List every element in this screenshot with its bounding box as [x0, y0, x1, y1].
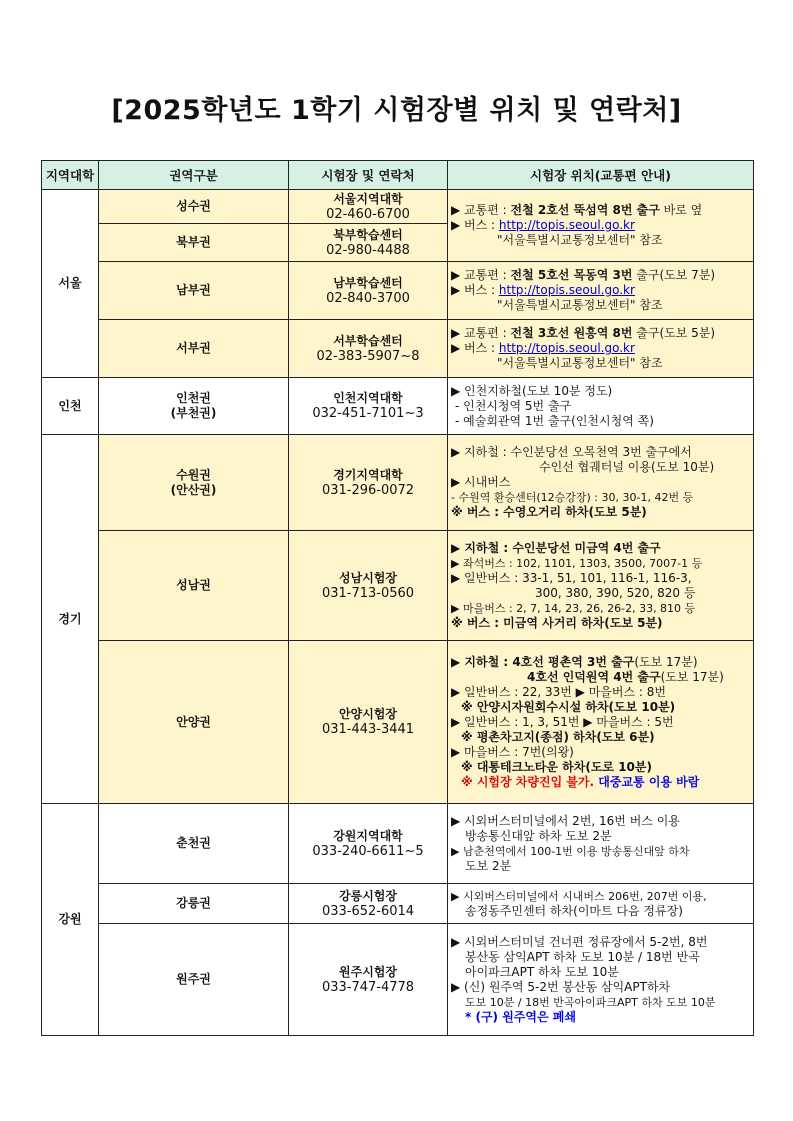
- directions-cell: [448, 262, 754, 320]
- center-cell: [289, 190, 448, 224]
- header-directions: 시험장 위치(교통편 안내): [448, 161, 754, 190]
- directions-cell: [448, 320, 754, 378]
- notice-text: 대중교통 이용 바람: [594, 774, 700, 789]
- center-name: 경기지역대학: [333, 467, 403, 482]
- zone-cell: 성수권: [99, 190, 289, 224]
- direction-line: 송정동주민센터 하차(이마트 다음 정류장): [465, 903, 683, 918]
- center-cell: [289, 435, 448, 531]
- direction-line: ▶ 일반버스 : 22, 33번 ▶ 마을버스 : 8번: [451, 684, 666, 699]
- direction-line: ▶ 시외버스터미널에서 2번, 16번 버스 이용: [451, 813, 680, 828]
- direction-line: ▶ 교통편 : 전철 3호선 원흥역 8번 출구(도보 5분): [451, 326, 716, 340]
- center-cell: [289, 224, 448, 262]
- region-seoul: 서울: [42, 190, 99, 378]
- center-phone: 02-840-3700: [326, 290, 410, 306]
- center-name: 성남시험장: [339, 570, 397, 585]
- direction-line: ▶ 버스 : http://topis.seoul.go.kr: [451, 283, 635, 297]
- direction-line: 수인선 협궤터널 이용(도보 10분): [539, 460, 715, 474]
- direction-line: ▶ 지하철 : 수인분당선 미금역 4번 출구: [451, 540, 661, 555]
- direction-line: ▶ 시외버스터미널에서 시내버스 206번, 207번 이용,: [451, 889, 707, 903]
- zone-cell: 인천권 (부천권): [99, 378, 289, 435]
- direction-line: 4호선 인덕원역 4번 출구(도보 17분): [527, 669, 724, 684]
- center-cell: [289, 320, 448, 378]
- direction-line: ▶ 남춘천역에서 100-1번 이용 방송통신대앞 하차: [451, 844, 690, 858]
- zone-cell: 성남권: [99, 531, 289, 641]
- directions-cell: [448, 190, 754, 262]
- directions-cell: [448, 804, 754, 884]
- direction-line: ▶ 버스 : http://topis.seoul.go.kr: [451, 218, 635, 232]
- direction-line: - 인천시청역 5번 출구: [455, 398, 572, 413]
- direction-line: ▶ 인천지하철(도보 10분 정도): [451, 383, 613, 398]
- direction-line: "서울특별시교통정보센터" 참조: [497, 298, 663, 312]
- center-cell: [289, 531, 448, 641]
- topis-link[interactable]: http://topis.seoul.go.kr: [498, 341, 635, 355]
- direction-line: ※ 대통테크노타운 하차(도로 10분): [461, 759, 652, 774]
- table-row: [42, 378, 754, 435]
- center-name: 강릉시험장: [339, 888, 397, 903]
- table-row: [42, 804, 754, 884]
- zone-cell: 남부권: [99, 262, 289, 320]
- center-phone: 033-240-6611~5: [312, 843, 424, 859]
- direction-line: - 예술회관역 1번 출구(인천시청역 쪽): [455, 413, 654, 428]
- direction-line: "서울특별시교통정보센터" 참조: [497, 233, 663, 247]
- zone-cell: 원주권: [99, 924, 289, 1036]
- direction-line: ※ 평촌차고지(종점) 하차(도보 6분): [461, 729, 655, 744]
- header-zone: 권역구분: [99, 161, 289, 190]
- center-phone: 02-383-5907~8: [316, 348, 420, 364]
- direction-line: ▶ 지하철 : 수인분당선 오목천역 3번 출구에서: [451, 445, 692, 459]
- region-gangwon: 강원: [42, 804, 99, 1036]
- zone-cell: 강릉권: [99, 884, 289, 924]
- direction-line: 도보 10분 / 18번 반곡아이파크APT 하차 도보 10분: [465, 995, 716, 1009]
- center-name: 원주시험장: [339, 964, 397, 979]
- center-name: 안양시험장: [339, 707, 397, 721]
- direction-line: ▶ 지하철 : 4호선 평촌역 3번 출구(도보 17분): [451, 654, 698, 669]
- zone-cell: 안양권: [99, 641, 289, 804]
- table-row: [42, 641, 754, 804]
- table-row: [42, 435, 754, 531]
- zone-cell: 수원권 (안산권): [99, 435, 289, 531]
- center-cell: [289, 884, 448, 924]
- center-cell: [289, 641, 448, 804]
- topis-link[interactable]: http://topis.seoul.go.kr: [498, 218, 635, 232]
- center-phone: 02-980-4488: [326, 242, 410, 258]
- center-name: 서부학습센터: [333, 333, 403, 348]
- direction-line: 방송통신대앞 하차 도보 2분: [465, 828, 612, 843]
- page-title: [2025학년도 1학기 시험장별 위치 및 연락처]: [111, 95, 682, 126]
- direction-line: ▶ 버스 : http://topis.seoul.go.kr: [451, 341, 635, 355]
- direction-line: ▶ 시외버스터미널 건너편 정류장에서 5-2번, 8번: [451, 934, 708, 949]
- direction-line: ▶ 교통편 : 전철 5호선 목동역 3번 출구(도보 7분): [451, 268, 716, 282]
- region-incheon: 인천: [42, 378, 99, 435]
- direction-line: ▶ 교통편 : 전철 2호선 뚝섬역 8번 출구 바로 옆: [451, 203, 703, 217]
- direction-line: - 수원역 환승센터(12승강장) : 30, 30-1, 42번 등: [451, 491, 694, 504]
- zone-cell: 춘천권: [99, 804, 289, 884]
- center-phone: 031-713-0560: [321, 585, 415, 601]
- table-row: [42, 531, 754, 641]
- direction-line: ※ 버스 : 수영오거리 하차(도보 5분): [451, 505, 647, 519]
- direction-line: 아이파크APT 하차 도보 10분: [465, 964, 619, 979]
- table-row: [42, 320, 754, 378]
- directions-cell: [448, 435, 754, 531]
- header-center: 시험장 및 연락처: [289, 161, 448, 190]
- directions-cell: [448, 641, 754, 804]
- direction-line: 봉산동 삼익APT 하차 도보 10분 / 18번 반곡: [465, 949, 700, 964]
- direction-line: ▶ 좌석버스 : 102, 1101, 1303, 3500, 7007-1 등: [451, 556, 703, 570]
- direction-line: 도보 2분: [465, 858, 512, 873]
- center-phone: 032-451-7101~3: [312, 406, 424, 421]
- center-cell: [289, 262, 448, 320]
- direction-line: ※ 안양시자원회수시설 하차(도보 10분): [461, 699, 676, 714]
- center-name: 강원지역대학: [333, 828, 403, 843]
- center-cell: [289, 924, 448, 1036]
- center-cell: [289, 804, 448, 884]
- directions-cell: [448, 924, 754, 1036]
- warning-text: ※ 시험장 차량진입 불가.: [461, 774, 595, 789]
- zone-cell: 서부권: [99, 320, 289, 378]
- center-name: 서울지역대학: [333, 191, 403, 206]
- direction-line: ▶ 일반버스 : 1, 3, 51번 ▶ 마을버스 : 5번: [451, 714, 674, 729]
- center-phone: 02-460-6700: [326, 206, 410, 222]
- topis-link[interactable]: http://topis.seoul.go.kr: [498, 283, 635, 297]
- direction-line: ※ 버스 : 미금역 사거리 하차(도보 5분): [451, 615, 663, 630]
- closure-note: * (구) 원주역은 폐쇄: [465, 1009, 576, 1024]
- region-gyeonggi: 경기: [42, 435, 99, 804]
- direction-line: ▶ 마을버스 : 2, 7, 14, 23, 26, 26-2, 33, 810 등: [451, 601, 696, 615]
- exam-location-table: [41, 160, 754, 1036]
- direction-line: "서울특별시교통정보센터" 참조: [497, 356, 663, 370]
- zone-cell: 북부권: [99, 224, 289, 262]
- center-name: 북부학습센터: [333, 227, 403, 242]
- directions-cell: [448, 884, 754, 924]
- table-row: [42, 190, 754, 224]
- direction-line: [451, 775, 750, 790]
- center-name: 인천지역대학: [333, 391, 403, 405]
- direction-line: ▶ (신) 원주역 5-2번 봉산동 삼익APT하차: [451, 979, 671, 994]
- direction-line: ▶ 마을버스 : 7번(의왕): [451, 744, 574, 759]
- directions-cell: [448, 378, 754, 435]
- direction-line: ▶ 시내버스: [451, 475, 511, 489]
- center-phone: 033-652-6014: [321, 903, 415, 919]
- directions-cell: [448, 531, 754, 641]
- table-row: [42, 884, 754, 924]
- table-row: [42, 262, 754, 320]
- direction-line: ▶ 일반버스 : 33-1, 51, 101, 116-1, 116-3,: [451, 570, 692, 585]
- center-phone: 031-296-0072: [321, 482, 415, 498]
- center-phone: 031-443-3441: [321, 722, 415, 737]
- center-phone: 033-747-4778: [321, 979, 415, 995]
- table-header-row: [42, 161, 754, 190]
- center-name: 남부학습센터: [333, 275, 403, 290]
- header-region: 지역대학: [42, 161, 99, 190]
- direction-line: 300, 380, 390, 520, 820 등: [535, 585, 696, 600]
- center-cell: [289, 378, 448, 435]
- table-row: [42, 924, 754, 1036]
